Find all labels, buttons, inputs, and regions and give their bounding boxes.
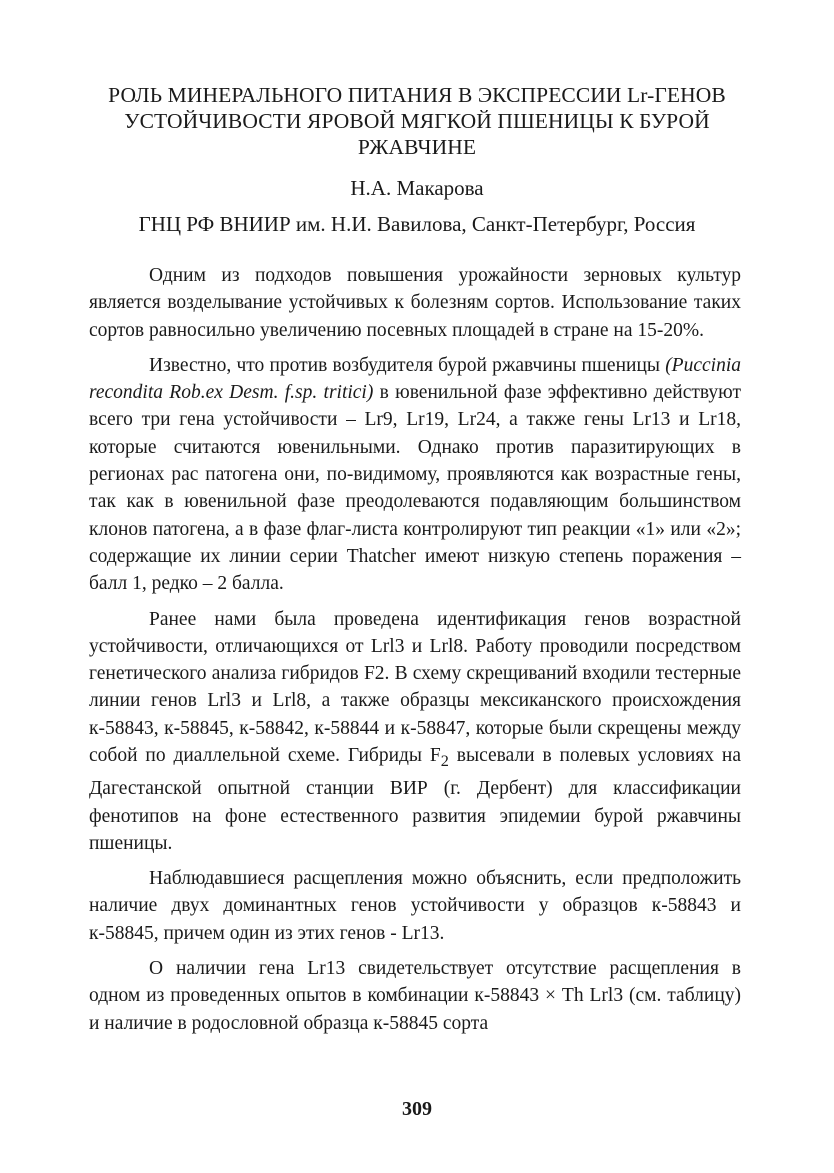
- paragraph-3-end: высевали в полевых условиях на Дагестанской опытной станции ВИР (г. Дербент) для классификации фенотипов на фоне естественного развития эпидемии бурой ржавчины пшеницы.: [89, 745, 741, 854]
- paragraph-4: Наблюдавшиеся расщепления можно объяснить, если предположить наличие двух доминантных генов устойчивости у образцов к-58843 и к-58845, причем один из этих генов - Lr13.: [89, 868, 741, 944]
- paragraph-5: О наличии гена Lr13 свидетельствует отсутствие расщепления в одном из проведенных опытов в комбинации к-58843 × Th Lrl3 (см. таблицу) и наличие в родословной образца к-58845 сорта: [89, 958, 741, 1034]
- page-number: 309: [402, 1098, 432, 1120]
- paragraph-2-start: Известно, что против возбудителя бурой ржавчины пшеницы: [149, 354, 666, 376]
- paragraph-2: [89, 352, 741, 598]
- title-line-2: УСТОЙЧИВОСТИ ЯРОВОЙ МЯГКОЙ ПШЕНИЦЫ К БУРОЙ: [124, 109, 710, 133]
- pathogen-latin-name: (Puccinia recondita Rob.ex Desm. f.sp. tritici): [89, 354, 741, 404]
- paragraph-2-end: в ювенильной фазе эффективно действуют всего три гена устойчивости – Lr9, Lr19, Lr24, а также гены Lr13 и Lr18, которые считаются ювенильными. Однако против паразитирующих в регионах рас патогена они, по-видимому, проявляются как возрастные гены, так как в ювенильной фазе преодолеваются подавляющим большинством клонов патогена, а в фазе флаг-листа контролируют тип реакции «1» или «2»; содержащие их линии серии Thatcher имеют низкую степень поражения – балл 1, редко – 2 балла.: [89, 382, 741, 595]
- article-body: [89, 262, 741, 1045]
- paragraph-3-start: Ранее нами была проведена идентификация генов возрастной устойчивости, отличающихся от Lrl3 и Lrl8. Работу проводили посредством генетического анализа гибридов F2. В схему скрещиваний входили тестерные линии генов Lrl3 и Lrl8, а также образцы мексиканского происхождения к-58843, к-58845, к-58842, к-58844 и к-58847, которые были скрещены между собой по диаллельной схеме. Гибриды F: [89, 608, 741, 767]
- paragraph-1: Одним из подходов повышения урожайности зерновых культур является возделывание устойчивых к болезням сортов. Использование таких сортов равносильно увеличению посевных площадей в стране на 15-20%.: [89, 265, 741, 341]
- subscript-2: 2: [440, 751, 449, 770]
- article-title: [70, 82, 764, 160]
- author-affiliation: ГНЦ РФ ВНИИР им. Н.И. Вавилова, Санкт-Петербург, Россия: [138, 212, 696, 236]
- title-line-1: РОЛЬ МИНЕРАЛЬНОГО ПИТАНИЯ В ЭКСПРЕССИИ Lr-ГЕНОВ: [108, 83, 726, 107]
- author-name: Н.А. Макарова: [350, 176, 484, 200]
- title-line-3: РЖАВЧИНЕ: [357, 135, 477, 159]
- paragraph-3: [89, 606, 741, 858]
